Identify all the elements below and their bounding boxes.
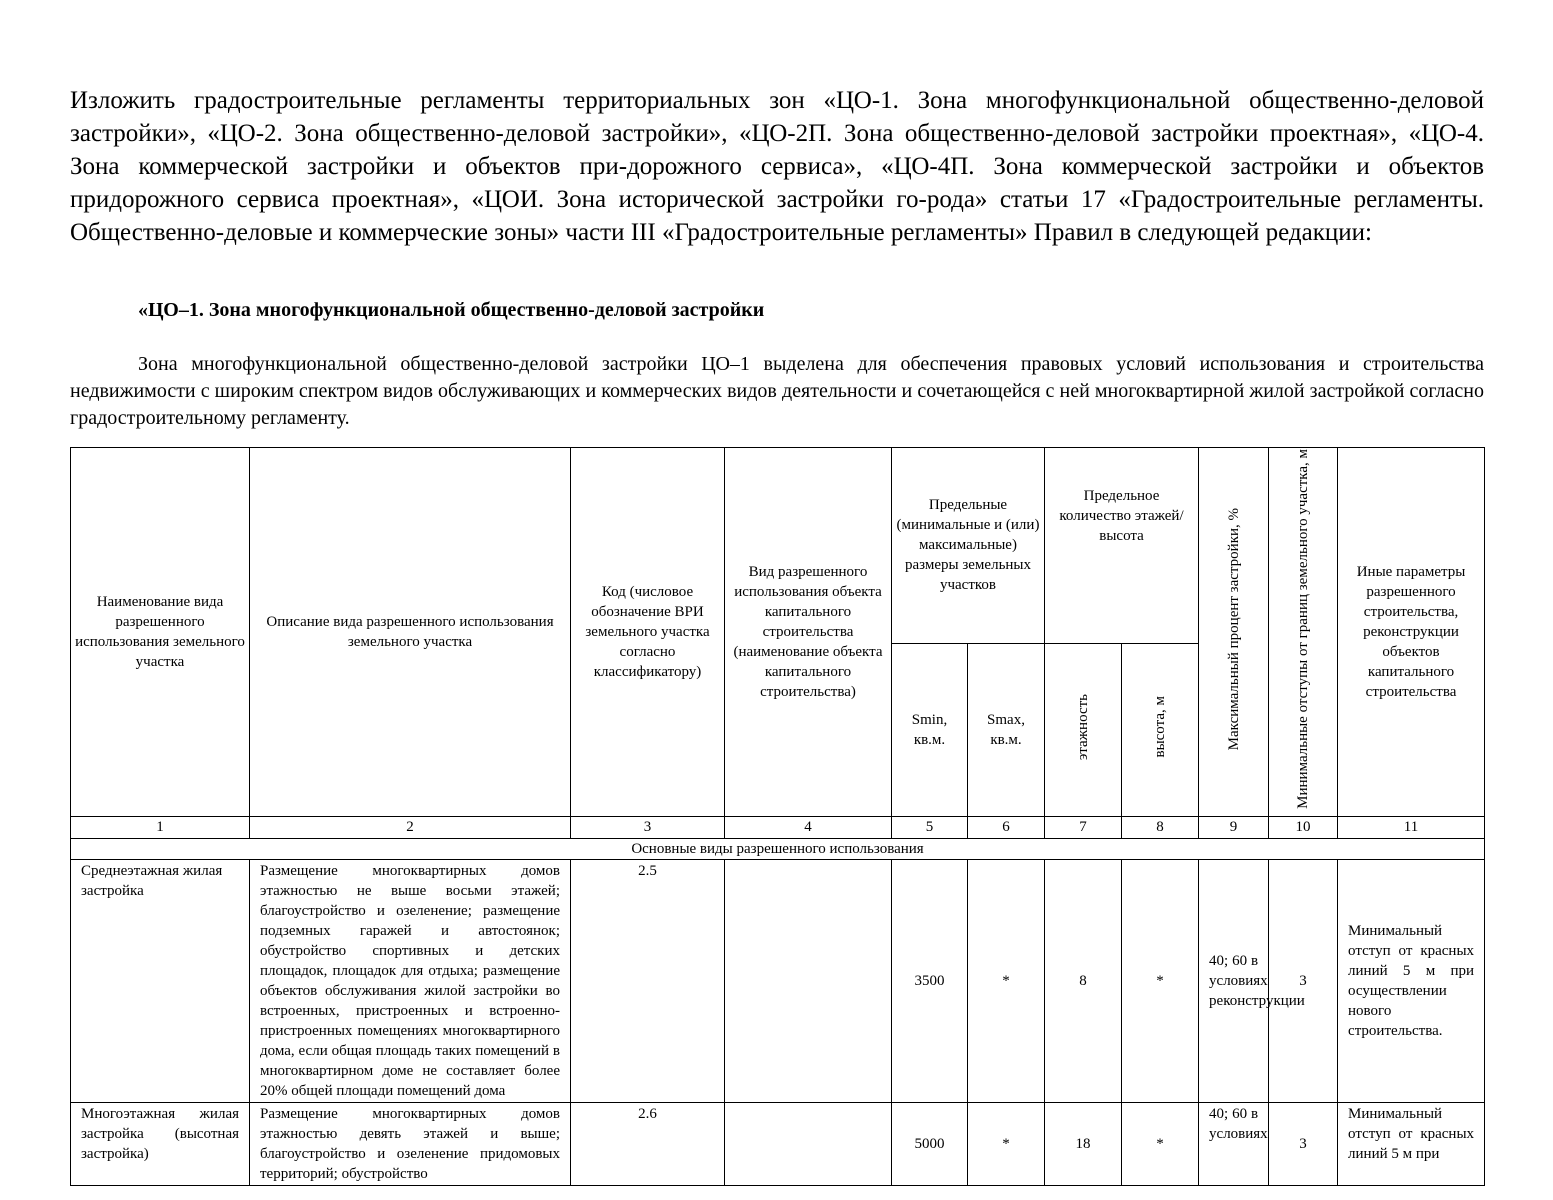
row-floors: 8 — [1045, 859, 1122, 1102]
row-smax: * — [968, 859, 1045, 1102]
header-floors-height: Предельное количество этажей/высота — [1045, 448, 1199, 644]
header-vri-description: Описание вида разрешенного использования земельного участка — [250, 448, 571, 817]
row-capital-object — [725, 1102, 892, 1185]
floors-label: этажность — [1075, 693, 1092, 760]
column-number: 3 — [571, 816, 725, 838]
row-vri-name: Многоэтажная жилая застройка (высотная застройка) — [71, 1102, 250, 1185]
max-percent-label: Максимальный процент застройки, % — [1225, 507, 1242, 751]
row-vri-name: Среднеэтажная жилая застройка — [71, 859, 250, 1102]
row-height: * — [1122, 859, 1199, 1102]
header-plot-sizes: Предельные (минимальные и (или) максимальные) размеры земельных участков — [892, 448, 1045, 644]
row-vri-code: 2.5 — [571, 859, 725, 1102]
column-number: 10 — [1269, 816, 1338, 838]
height-label: высота, м — [1152, 696, 1169, 758]
zone-description: Зона многофункциональной общественно-деловой застройки ЦО–1 выделена для обеспечения правовых условий использования и строительства недвижимости с широким спектром видов обслуживающих и коммерческих видов деятельности и сочетающейся с ней многоквартирной жилой застройкой согласно градостроительному регламенту. — [70, 353, 1484, 429]
header-height — [1122, 643, 1199, 816]
column-number: 9 — [1199, 816, 1269, 838]
header-other-params: Иные параметры разрешенного строительства, реконструкции объектов капитального строительства — [1338, 448, 1485, 817]
header-vri-code: Код (числовое обозначение ВРИ земельного участка согласно классификатору) — [571, 448, 725, 817]
row-vri-code: 2.6 — [571, 1102, 725, 1185]
row-smin: 3500 — [892, 859, 968, 1102]
column-number: 11 — [1338, 816, 1485, 838]
row-setback: 3 — [1269, 1102, 1338, 1185]
section-title: Основные виды разрешенного использования — [71, 838, 1485, 859]
row-other-params: Минимальный отступ от красных линий 5 м при — [1338, 1102, 1485, 1185]
intro-paragraph: Изложить градостроительные регламенты территориальных зон «ЦО-1. Зона многофункциональной общественно-деловой застройки», «ЦО-2. Зона общественно-деловой застройки», «ЦО-2П. Зона общественно-деловой застройки проектная», «ЦО-4. Зона коммерческой застройки и объектов при-дорожного сервиса», «ЦО-4П. Зона коммерческой застройки и объектов придорожного сервиса проектная», «ЦОИ. Зона исторической застройки го-рода» статьи 17 «Градостроительные регламенты. Общественно-деловые и коммерческие зоны» части III «Градостроительные регламенты» Правил в следующей редакции: — [70, 87, 1484, 246]
row-height: * — [1122, 1102, 1199, 1185]
column-number: 1 — [71, 816, 250, 838]
header-max-percent — [1199, 448, 1269, 817]
header-vri-name: Наименование вида разрешенного использования земельного участка — [71, 448, 250, 817]
row-vri-description: Размещение многоквартирных домов этажностью девять этажей и выше; благоустройство и озеленение придомовых территорий; обустройство — [250, 1102, 571, 1185]
column-numbers-row — [71, 816, 1485, 838]
section-row — [71, 838, 1485, 859]
header-floors — [1045, 643, 1122, 816]
table-header-row-1 — [71, 448, 1485, 644]
header-capital-object: Вид разрешенного использования объекта капитального строительства (наименование объекта капитального строительства) — [725, 448, 892, 817]
row-floors: 18 — [1045, 1102, 1122, 1185]
regulations-table — [70, 447, 1485, 1186]
column-number: 6 — [968, 816, 1045, 838]
row-capital-object — [725, 859, 892, 1102]
row-max-percent: 40; 60 в условиях — [1199, 1102, 1269, 1185]
row-smax: * — [968, 1102, 1045, 1185]
header-smax: Smax, кв.м. — [968, 643, 1045, 816]
table-row — [71, 859, 1485, 1102]
column-number: 4 — [725, 816, 892, 838]
row-vri-description: Размещение многоквартирных домов этажностью не выше восьми этажей; благоустройство и озеленение; размещение подземных гаражей и автостоянок; обустройство спортивных и детских площадок, площадок для отдыха; размещение объектов обслуживания жилой застройки во встроенных, пристроенных и встроенно-пристроенных помещениях многоквартирного дома, если общая площадь таких помещений в многоквартирном доме не составляет более 20% общей площади помещений дома — [250, 859, 571, 1102]
column-number: 5 — [892, 816, 968, 838]
row-other-params: Минимальный отступ от красных линий 5 м при осуществлении нового строительства. — [1338, 859, 1485, 1102]
header-smin: Smin, кв.м. — [892, 643, 968, 816]
document-page — [70, 84, 1484, 1182]
table-row — [71, 1102, 1485, 1185]
row-setback: 3 — [1269, 859, 1338, 1102]
row-smin: 5000 — [892, 1102, 968, 1185]
header-min-setback — [1269, 448, 1338, 817]
zone-heading: «ЦО–1. Зона многофункциональной общественно-деловой застройки — [138, 299, 765, 321]
min-setback-label: Минимальные отступы от границ земельного участка, м — [1295, 449, 1312, 809]
column-number: 7 — [1045, 816, 1122, 838]
row-max-percent: 40; 60 в условиях реконструкции — [1199, 859, 1269, 1102]
column-number: 8 — [1122, 816, 1199, 838]
column-number: 2 — [250, 816, 571, 838]
